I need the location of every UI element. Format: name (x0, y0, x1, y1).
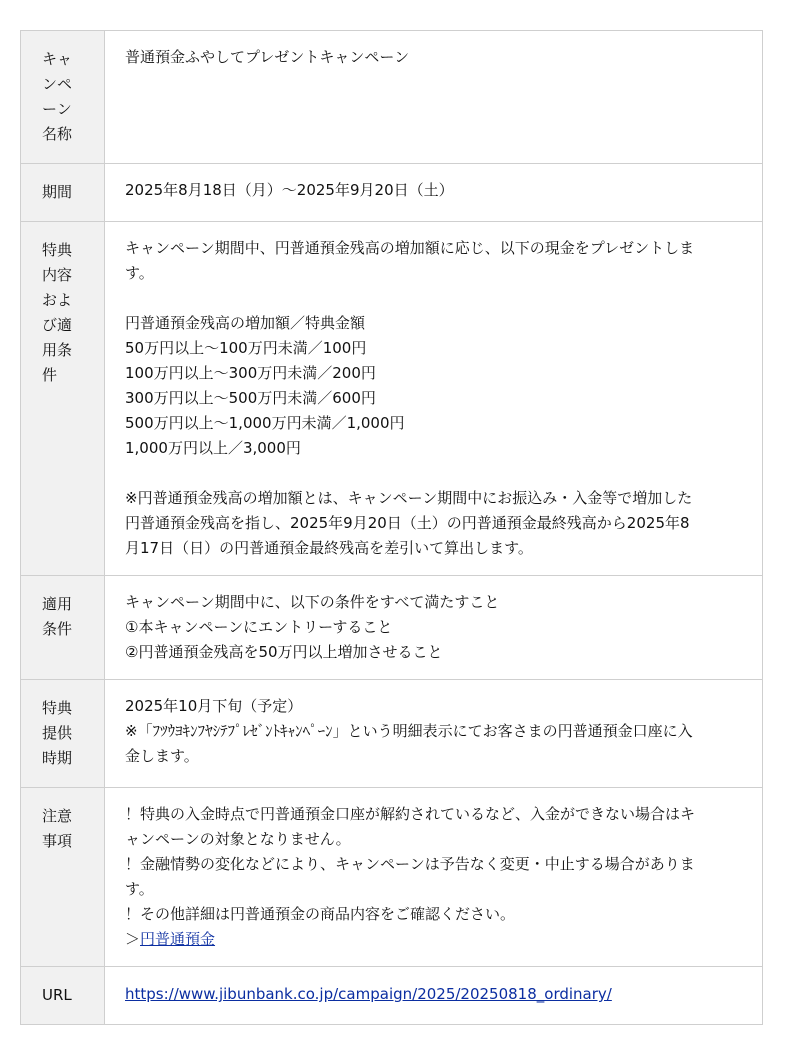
value-line: 2025年8月18日（月）〜2025年9月20日（土） (125, 181, 454, 199)
row-label-name (21, 31, 105, 164)
value-line: 普通預金ふやしてプレゼントキャンペーン (125, 48, 410, 66)
row-value-benefit (105, 222, 763, 576)
value-line: 50万円以上〜100万円未満／100円 (125, 339, 367, 357)
value-line: ！金融情勢の変化などにより、キャンペーンは予告なく変更・中止する場合がありま (125, 855, 695, 873)
row-condition (21, 576, 763, 680)
row-label-line: 提供 (42, 724, 73, 742)
row-label-notes (21, 788, 105, 967)
row-label-benefit (21, 222, 105, 576)
row-value-url (105, 967, 763, 1025)
value-line: 2025年10月下旬（予定） (125, 697, 303, 715)
row-value-timing (105, 680, 763, 788)
row-label-line: ーン (42, 100, 72, 118)
value-line: ャンペーンの対象となりません。 (125, 830, 351, 848)
row-label-timing (21, 680, 105, 788)
row-timing (21, 680, 763, 788)
value-line: ！特典の入金時点で円普通預金口座が解約されているなど、入金ができない場合はキ (125, 805, 696, 823)
row-label-line: 期間 (42, 183, 73, 201)
value-line (125, 461, 744, 486)
value-line: す。 (125, 880, 154, 898)
row-label-url (21, 967, 105, 1025)
value-line: キャンペーン期間中、円普通預金残高の増加額に応じ、以下の現金をプレゼントしま (125, 239, 695, 257)
value-line (125, 286, 744, 311)
ordinary-deposit-link[interactable]: 円普通預金 (140, 930, 216, 948)
row-notes (21, 788, 763, 967)
campaign-url-link[interactable]: https://www.jibunbank.co.jp/campaign/2025/20250818_ordinary/ (125, 985, 612, 1003)
row-label-line: 内容 (42, 266, 73, 284)
link-line (125, 927, 744, 952)
row-label-line: 名称 (42, 125, 73, 143)
value-line: 月17日（日）の円普通預金最終残高を差引いて算出します。 (125, 539, 533, 557)
value-line: ！その他詳細は円普通預金の商品内容をご確認ください。 (125, 905, 516, 923)
row-value-period (105, 164, 763, 222)
row-label-period (21, 164, 105, 222)
row-period (21, 164, 763, 222)
row-value-name (105, 31, 763, 164)
value-line: キャンペーン期間中に、以下の条件をすべて満たすこと (125, 593, 500, 611)
row-label-line: 注意 (42, 807, 73, 825)
value-line: す。 (125, 264, 154, 282)
value-line: 円普通預金残高を指し、2025年9月20日（土）の円普通預金最終残高から2025年8 (125, 514, 690, 532)
row-label-line: キャ (42, 50, 73, 68)
row-label-line: 適用 (42, 595, 73, 613)
value-line: ②円普通預金残高を50万円以上増加させること (125, 643, 443, 661)
row-label-line: 用条 (42, 341, 73, 359)
value-line: ①本キャンペーンにエントリーすること (125, 618, 393, 636)
row-label-line: 事項 (42, 832, 73, 850)
campaign-table (20, 30, 763, 1025)
value-line: 金します。 (125, 747, 199, 765)
value-line: 500万円以上〜1,000万円未満／1,000円 (125, 414, 405, 432)
row-value-notes (105, 788, 763, 967)
row-label-line: び適 (42, 316, 73, 334)
value-line: 300万円以上〜500万円未満／600円 (125, 389, 376, 407)
value-line: ※円普通預金残高の増加額とは、キャンペーン期間中にお振込み・入金等で増加した (125, 489, 693, 507)
row-label-line: およ (42, 291, 73, 309)
row-label-line: ンペ (42, 75, 73, 93)
value-line: 1,000万円以上／3,000円 (125, 439, 301, 457)
row-label-line: 特典 (42, 241, 73, 259)
row-value-condition (105, 576, 763, 680)
value-line: 100万円以上〜300万円未満／200円 (125, 364, 376, 382)
link-line (125, 982, 744, 1007)
row-label-line: 時期 (42, 749, 73, 767)
row-label-line: 条件 (42, 620, 73, 638)
row-url (21, 967, 763, 1025)
link-prefix: ＞ (125, 930, 141, 948)
row-name (21, 31, 763, 164)
row-benefit (21, 222, 763, 576)
row-label-line: URL (42, 986, 72, 1004)
value-line: 円普通預金残高の増加額／特典金額 (125, 314, 366, 332)
row-label-line: 特典 (42, 699, 73, 717)
row-label-condition (21, 576, 105, 680)
value-line: ※「ﾌﾂｳﾖｷﾝﾌﾔｼﾃﾌﾟﾚｾﾞﾝﾄｷｬﾝﾍﾟｰﾝ」という明細表示にてお客さまの円普通預金口座に入 (125, 722, 693, 740)
row-label-line: 件 (42, 366, 58, 384)
